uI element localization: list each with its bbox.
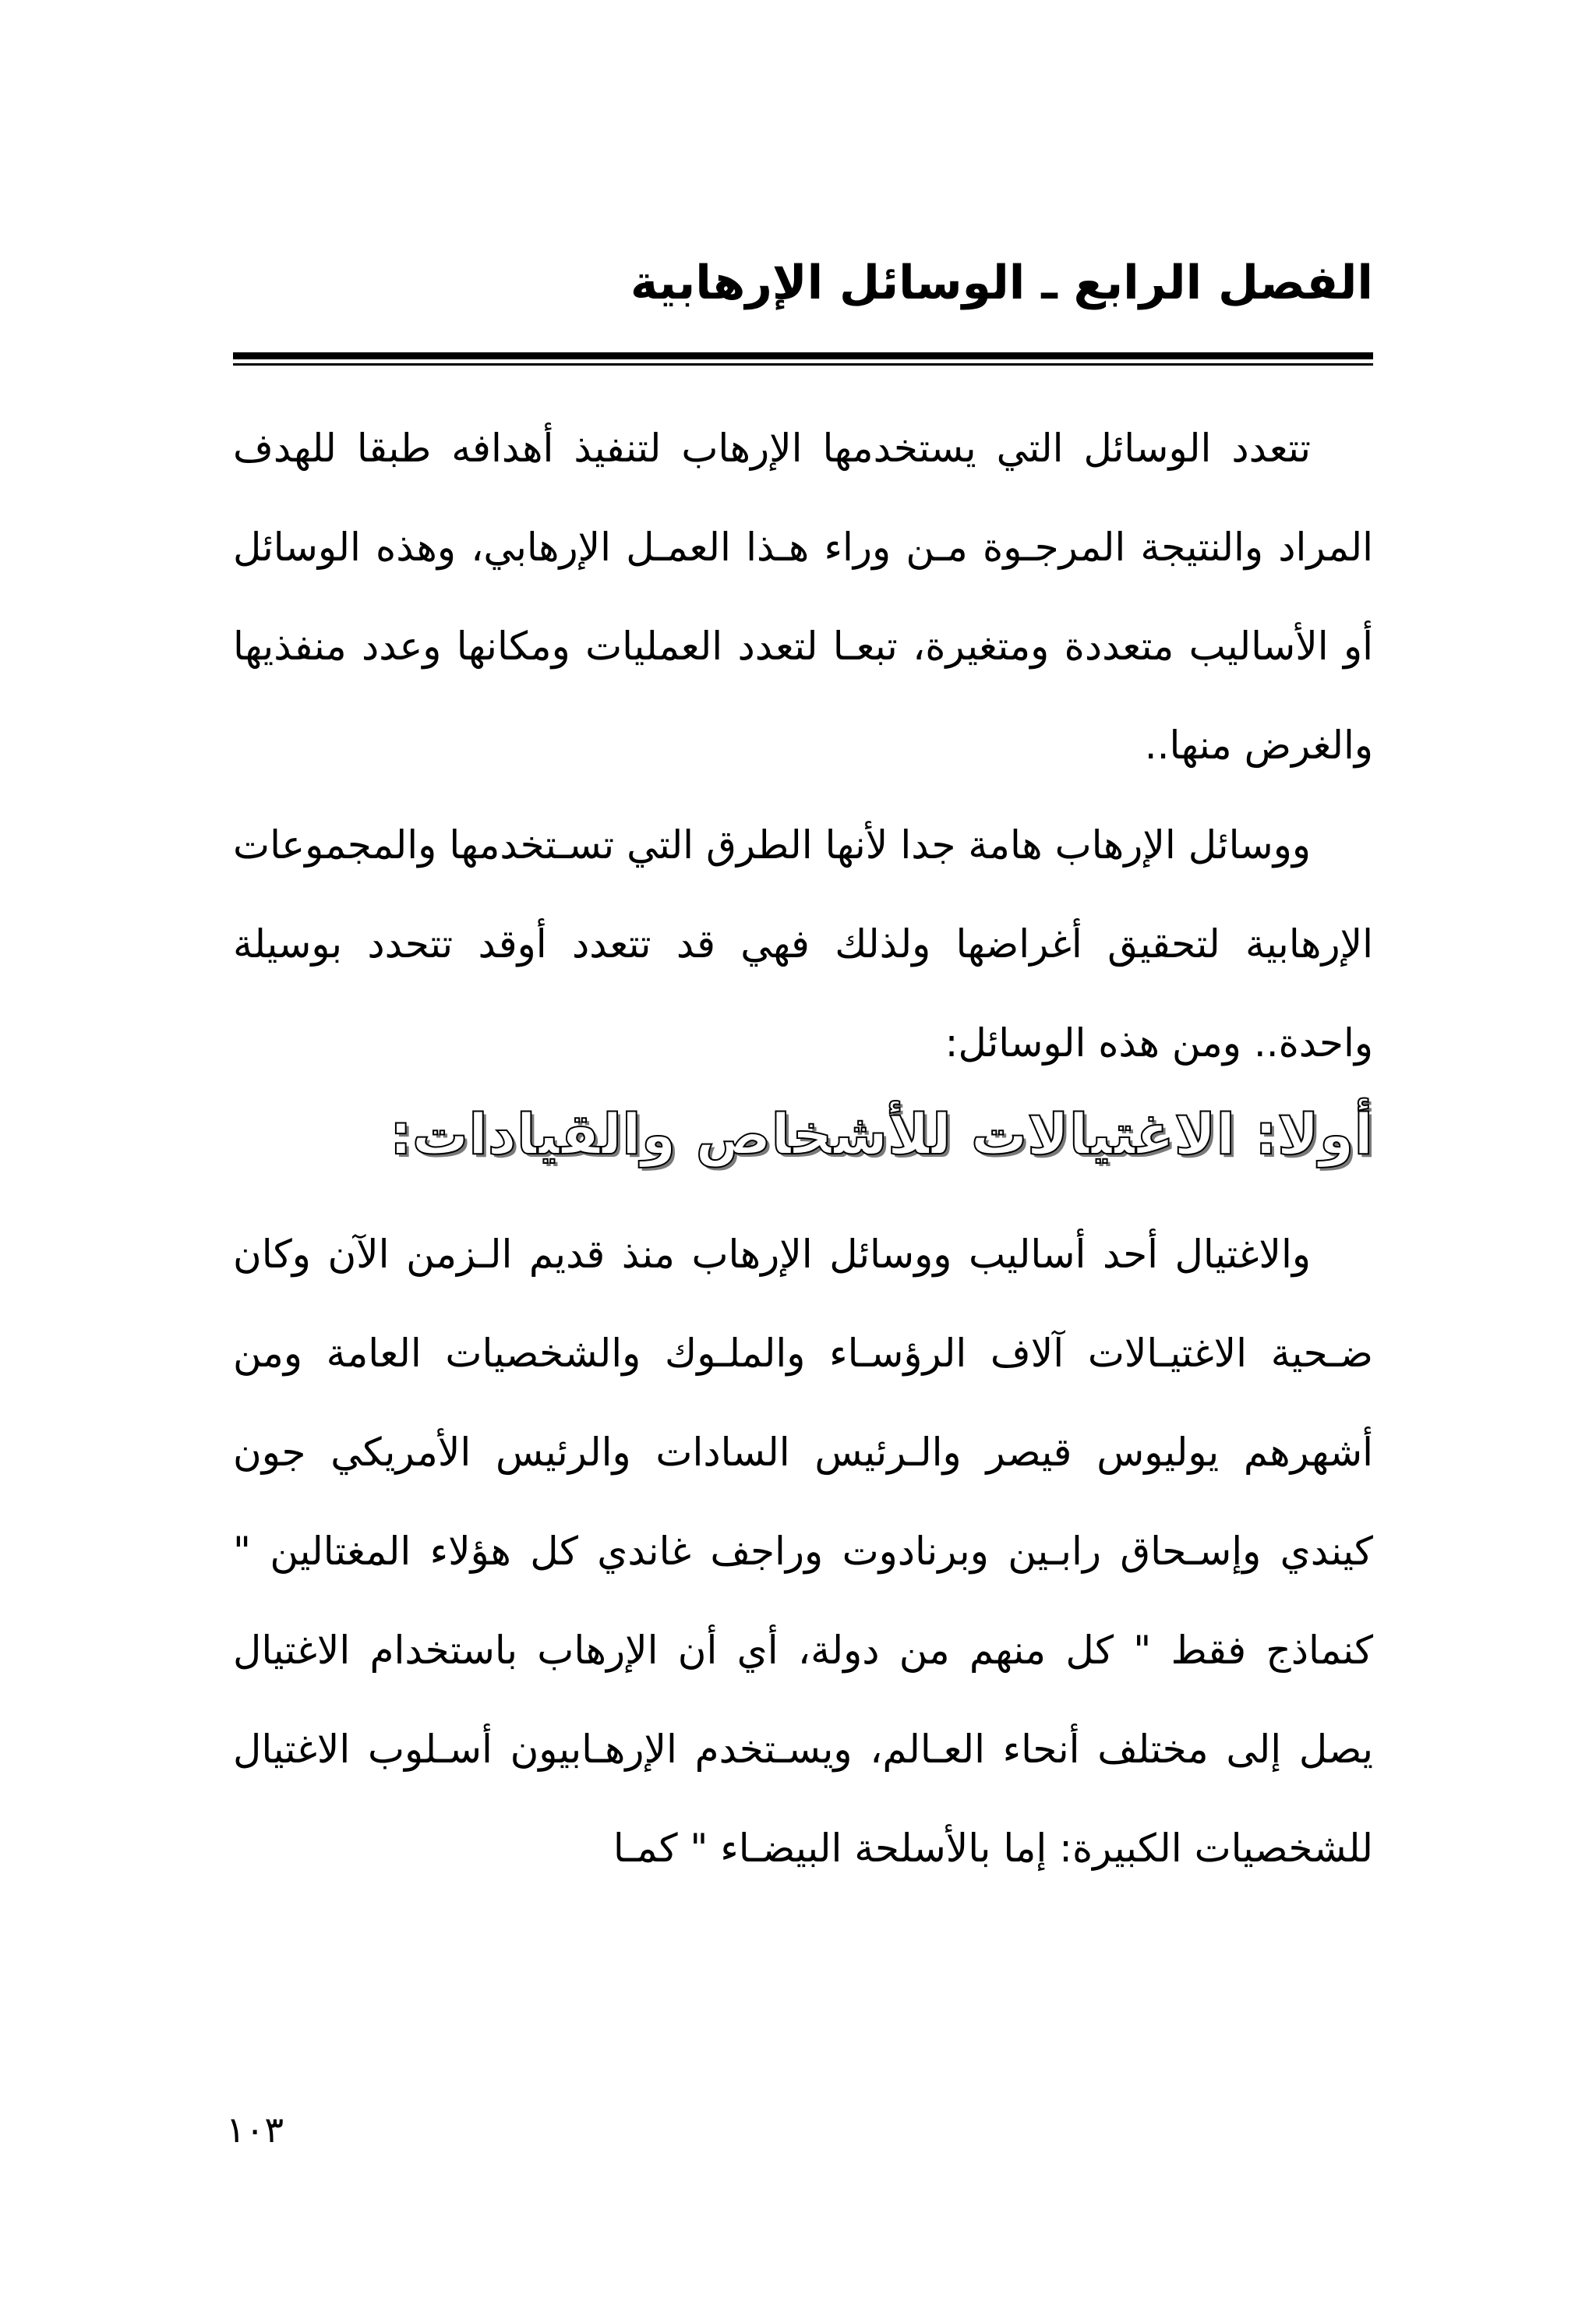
intro-paragraph-1 — [233, 399, 1373, 795]
chapter-title: الفصل الرابع ـ الوسائل الإرهابية — [630, 256, 1373, 310]
header-rule-thin — [233, 363, 1373, 366]
intro-paragraph-2 — [233, 796, 1373, 1093]
section-paragraph-text: والاغتيال أحد أساليب ووسائل الإرهاب منذ قديم الـزمن الآن وكان ضـحية الاغتيـالات آلاف الرؤسـاء والملـوك والشخصيات العامة ومن أشهرهم يوليوس قيصر والـرئيس السادات والرئيس الأمريكي جون كيندي وإسـحاق رابـين وبرنادوت وراجف غاندي كل هؤلاء المغتالين " كنماذج فقط " كل منهم من دولة، أي أن الإرهاب باستخدام الاغتيال يصل إلى مختلف أنحاء العـالم، ويسـتخدم الإرهـابيون أسـلوب الاغتيال للشخصيات الكبيرة: إما بالأسلحة البيضـاء " كمـا — [233, 1232, 1373, 1871]
section-paragraph — [233, 1205, 1373, 1898]
header-rule-thick — [233, 352, 1373, 359]
intro-paragraph-1-text: تتعدد الوسائل التي يستخدمها الإرهاب لتنفيذ أهدافه طبقا للهدف المراد والنتيجة المرجـوة مـن وراء هـذا العمـل الإرهابي، وهذه الوسائل أو الأساليب متعددة ومتغيرة، تبعـا لتعدد العمليات ومكانها وعدد منفذيها والغرض منها.. — [233, 426, 1373, 768]
intro-paragraph-2-text: ووسائل الإرهاب هامة جدا لأنها الطرق التي تسـتخدمها والمجموعات الإرهابية لتحقيق أغراضها ولذلك فهي قد تتعدد أوقد تتحدد بوسيلة واحدة.. ومن هذه الوسائل: — [233, 822, 1373, 1066]
page-number: ١٠٣ — [226, 2109, 284, 2151]
section-heading: أولا: الاغتيالات للأشخاص والقيادات: — [389, 1101, 1373, 1167]
